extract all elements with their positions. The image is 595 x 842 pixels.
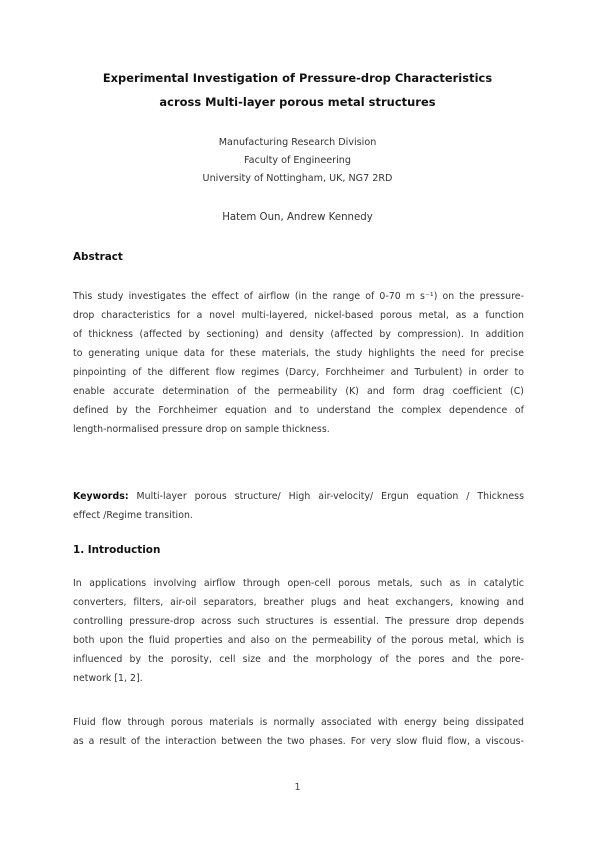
abstract-line: length-normalised pressure drop on sample thickness. — [73, 424, 330, 435]
affiliation-university: University of Nottingham, UK, NG7 2RD — [202, 173, 393, 184]
affiliation-faculty: Faculty of Engineering — [244, 155, 351, 166]
page-number: 1 — [294, 782, 301, 793]
abstract-line: to generating unique data for these materials, the study highlights the need for precise — [73, 348, 524, 359]
introduction-paragraph-2 — [73, 713, 524, 751]
intro-line: network [1, 2]. — [73, 673, 143, 684]
keywords-block — [73, 487, 524, 525]
abstract-line: of thickness (affected by sectioning) and density (affected by compression). In addition — [73, 329, 524, 340]
intro-line: In applications involving airflow through open-cell porous metals, such as in catalytic — [73, 578, 524, 589]
keywords-line-1 — [73, 487, 524, 506]
abstract-line: This study investigates the effect of airflow (in the range of 0-70 m s⁻¹) on the pressure- — [73, 291, 524, 302]
affiliation-division: Manufacturing Research Division — [218, 137, 377, 148]
intro-line: influenced by the porosity, cell size and the morphology of the pores and the pore- — [73, 654, 524, 665]
paper-title-line-1: Experimental Investigation of Pressure-drop Characteristics — [102, 71, 493, 85]
intro-line: controlling pressure-drop across such structures is essential. The pressure drop depends — [73, 616, 524, 627]
abstract-line: pinpointing of the different flow regimes (Darcy, Forchheimer and Turbulent) in order to — [73, 367, 524, 378]
paper-title-line-2: across Multi-layer porous metal structures — [159, 95, 436, 109]
keywords-label: Keywords: — [73, 491, 129, 502]
intro-line: as a result of the interaction between the two phases. For very slow fluid flow, a viscous- — [73, 736, 524, 747]
section-introduction-heading: 1. Introduction — [73, 544, 161, 556]
intro-line: both upon the fluid properties and also on the permeability of the porous metal, which is — [73, 635, 524, 646]
intro-line: converters, filters, air-oil separators, breather plugs and heat exchangers, knowing and — [73, 597, 524, 608]
keywords-text-2: effect /Regime transition. — [73, 510, 193, 521]
abstract-heading: Abstract — [73, 251, 123, 263]
abstract-line: enable accurate determination of the permeability (K) and form drag coefficient (C) — [73, 386, 524, 397]
abstract-line: drop characteristics for a novel multi-layered, nickel-based porous metal, as a function — [73, 310, 524, 321]
author-list: Hatem Oun, Andrew Kennedy — [222, 212, 373, 223]
abstract-line: defined by the Forchheimer equation and to understand the complex dependence of — [73, 405, 524, 416]
abstract-body — [73, 287, 524, 439]
intro-line: Fluid flow through porous materials is normally associated with energy being dissipated — [73, 717, 524, 728]
keywords-text-1: Multi-layer porous structure/ High air-velocity/ Ergun equation / Thickness — [128, 491, 524, 502]
introduction-paragraph-1 — [73, 574, 524, 688]
